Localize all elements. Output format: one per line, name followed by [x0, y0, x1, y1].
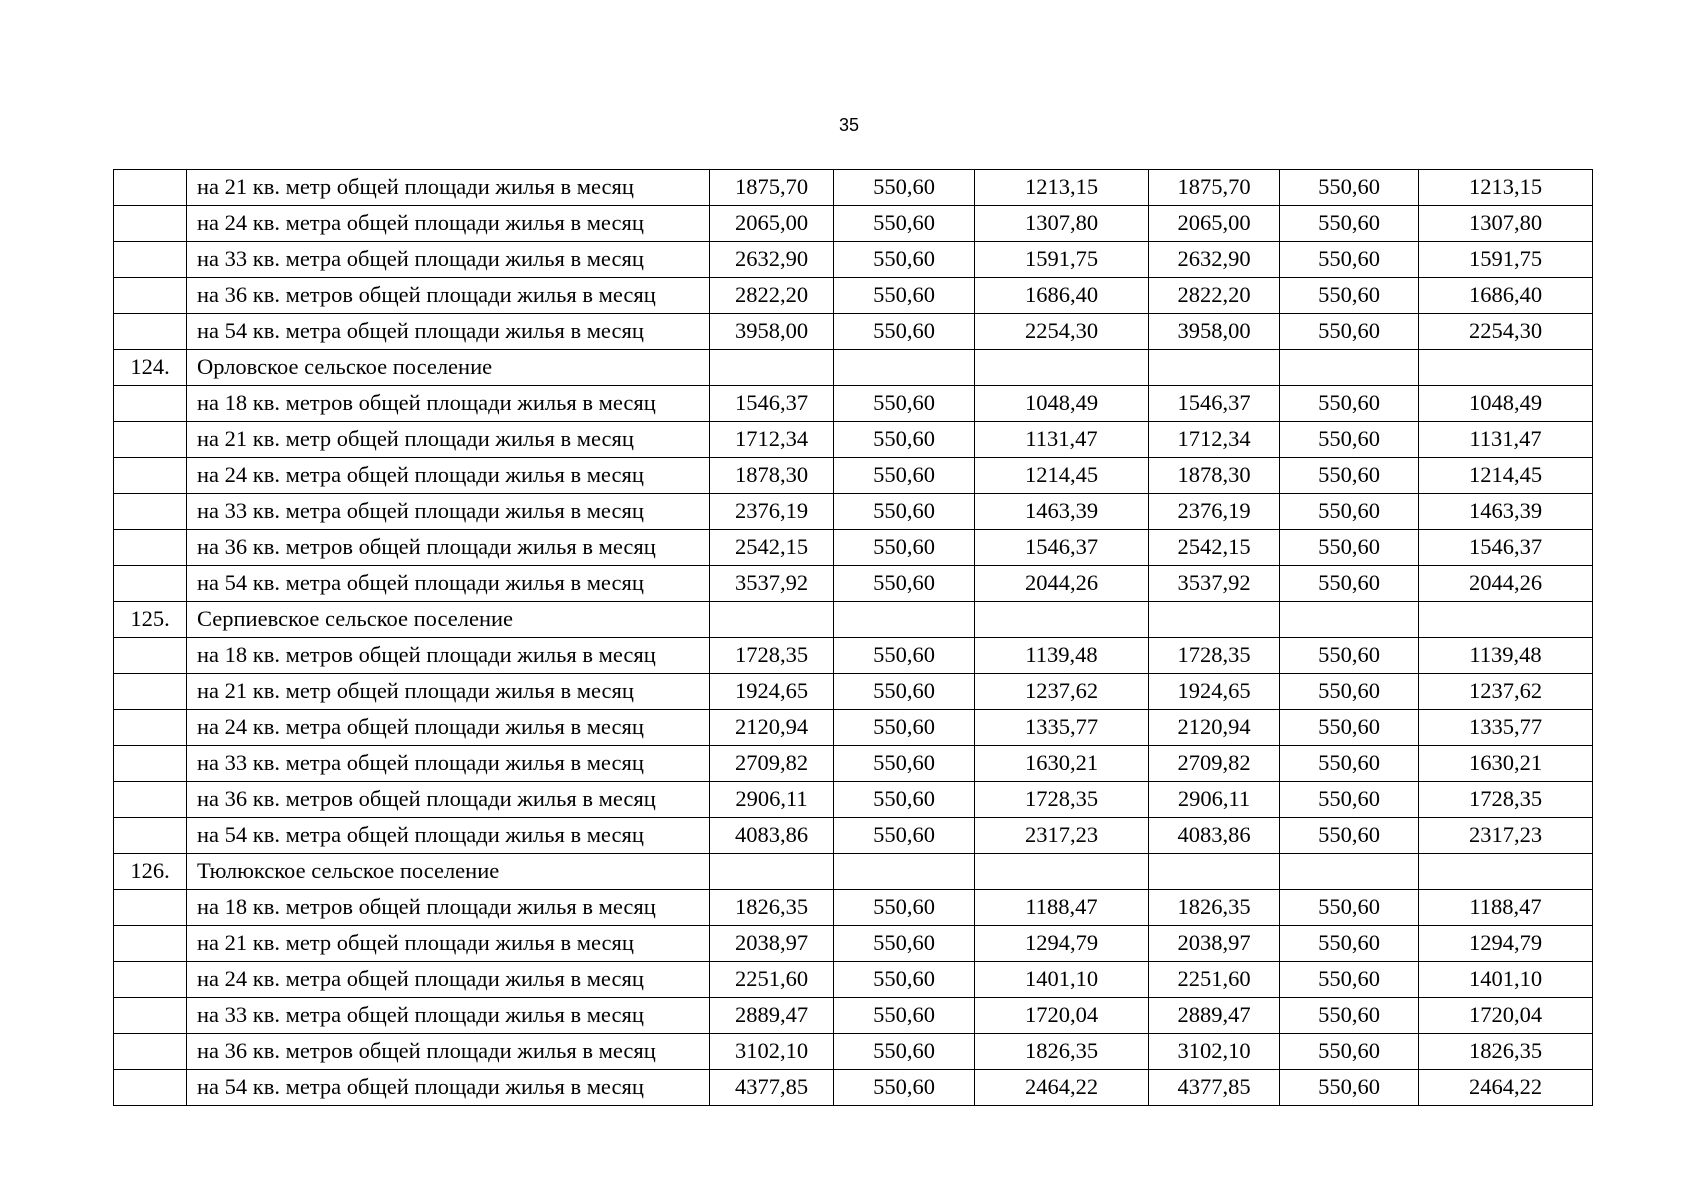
value-cell: 2251,60 — [1149, 962, 1280, 998]
value-cell: 2542,15 — [710, 530, 834, 566]
value-cell: 1546,37 — [1419, 530, 1593, 566]
value-cell: 3537,92 — [710, 566, 834, 602]
value-cell: 550,60 — [1280, 746, 1419, 782]
row-number — [114, 422, 187, 458]
table-row — [114, 242, 1593, 278]
row-label: на 54 кв. метра общей площади жилья в месяц — [187, 314, 710, 350]
value-cell: 2254,30 — [975, 314, 1149, 350]
value-cell: 1728,35 — [975, 782, 1149, 818]
row-number — [114, 782, 187, 818]
value-cell: 550,60 — [1280, 710, 1419, 746]
value-cell: 1878,30 — [1149, 458, 1280, 494]
table-row — [114, 674, 1593, 710]
value-cell: 550,60 — [834, 206, 975, 242]
value-cell: 1463,39 — [975, 494, 1149, 530]
row-number: 126. — [114, 854, 187, 890]
value-cell: 1875,70 — [710, 170, 834, 206]
value-cell: 550,60 — [1280, 782, 1419, 818]
row-label: на 36 кв. метров общей площади жилья в месяц — [187, 278, 710, 314]
value-cell: 550,60 — [1280, 278, 1419, 314]
value-cell: 1720,04 — [1419, 998, 1593, 1034]
row-label: на 21 кв. метр общей площади жилья в месяц — [187, 170, 710, 206]
value-cell — [975, 350, 1149, 386]
value-cell: 1728,35 — [1419, 782, 1593, 818]
value-cell: 2822,20 — [710, 278, 834, 314]
value-cell: 1463,39 — [1419, 494, 1593, 530]
value-cell: 2542,15 — [1149, 530, 1280, 566]
value-cell: 2709,82 — [1149, 746, 1280, 782]
value-cell: 2038,97 — [710, 926, 834, 962]
value-cell — [1149, 854, 1280, 890]
value-cell: 550,60 — [834, 638, 975, 674]
value-cell: 550,60 — [1280, 206, 1419, 242]
value-cell: 550,60 — [834, 386, 975, 422]
value-cell: 550,60 — [1280, 566, 1419, 602]
value-cell: 1630,21 — [975, 746, 1149, 782]
value-cell: 3102,10 — [710, 1034, 834, 1070]
row-number: 125. — [114, 602, 187, 638]
value-cell: 1826,35 — [1149, 890, 1280, 926]
value-cell: 550,60 — [834, 674, 975, 710]
value-cell: 2038,97 — [1149, 926, 1280, 962]
row-number — [114, 962, 187, 998]
value-cell: 2376,19 — [1149, 494, 1280, 530]
value-cell: 550,60 — [1280, 386, 1419, 422]
row-number — [114, 1034, 187, 1070]
value-cell: 2251,60 — [710, 962, 834, 998]
table-row — [114, 746, 1593, 782]
value-cell: 2254,30 — [1419, 314, 1593, 350]
value-cell: 1131,47 — [975, 422, 1149, 458]
table-row — [114, 998, 1593, 1034]
row-label: Орловское сельское поселение — [187, 350, 710, 386]
row-label: на 54 кв. метра общей площади жилья в месяц — [187, 566, 710, 602]
value-cell — [1280, 350, 1419, 386]
value-cell: 3958,00 — [710, 314, 834, 350]
value-cell: 550,60 — [1280, 926, 1419, 962]
value-cell: 550,60 — [834, 926, 975, 962]
value-cell: 1237,62 — [975, 674, 1149, 710]
value-cell: 550,60 — [1280, 638, 1419, 674]
value-cell: 550,60 — [1280, 242, 1419, 278]
row-label: на 54 кв. метра общей площади жилья в месяц — [187, 1070, 710, 1106]
value-cell: 1591,75 — [975, 242, 1149, 278]
row-label: на 24 кв. метра общей площади жилья в месяц — [187, 962, 710, 998]
value-cell: 550,60 — [1280, 890, 1419, 926]
value-cell: 1826,35 — [975, 1034, 1149, 1070]
value-cell: 1924,65 — [710, 674, 834, 710]
table-row — [114, 962, 1593, 998]
value-cell: 1720,04 — [975, 998, 1149, 1034]
value-cell: 4083,86 — [1149, 818, 1280, 854]
table-row — [114, 890, 1593, 926]
value-cell: 550,60 — [1280, 170, 1419, 206]
row-number — [114, 278, 187, 314]
table-row — [114, 854, 1593, 890]
table-row — [114, 638, 1593, 674]
value-cell: 1686,40 — [975, 278, 1149, 314]
value-cell: 1307,80 — [1419, 206, 1593, 242]
table-row — [114, 206, 1593, 242]
value-cell: 550,60 — [834, 998, 975, 1034]
value-cell: 550,60 — [834, 782, 975, 818]
table-row — [114, 314, 1593, 350]
value-cell: 1307,80 — [975, 206, 1149, 242]
value-cell: 1335,77 — [975, 710, 1149, 746]
table-row — [114, 422, 1593, 458]
value-cell: 2317,23 — [1419, 818, 1593, 854]
value-cell: 3102,10 — [1149, 1034, 1280, 1070]
value-cell: 1546,37 — [710, 386, 834, 422]
value-cell: 1188,47 — [975, 890, 1149, 926]
value-cell: 2120,94 — [1149, 710, 1280, 746]
value-cell: 550,60 — [834, 818, 975, 854]
value-cell: 1546,37 — [975, 530, 1149, 566]
value-cell — [975, 602, 1149, 638]
value-cell — [1280, 854, 1419, 890]
row-number — [114, 242, 187, 278]
value-cell: 1826,35 — [710, 890, 834, 926]
value-cell: 1591,75 — [1419, 242, 1593, 278]
row-number — [114, 530, 187, 566]
rates-table — [113, 169, 1593, 1106]
value-cell: 1237,62 — [1419, 674, 1593, 710]
table-row — [114, 926, 1593, 962]
value-cell: 1924,65 — [1149, 674, 1280, 710]
value-cell: 1213,15 — [975, 170, 1149, 206]
value-cell — [834, 854, 975, 890]
value-cell — [1419, 854, 1593, 890]
value-cell: 1188,47 — [1419, 890, 1593, 926]
value-cell: 2376,19 — [710, 494, 834, 530]
value-cell — [1419, 602, 1593, 638]
value-cell: 4377,85 — [710, 1070, 834, 1106]
value-cell: 1401,10 — [1419, 962, 1593, 998]
value-cell: 550,60 — [834, 530, 975, 566]
row-label: на 33 кв. метра общей площади жилья в месяц — [187, 242, 710, 278]
row-number — [114, 998, 187, 1034]
value-cell: 2464,22 — [975, 1070, 1149, 1106]
row-label: на 33 кв. метра общей площади жилья в месяц — [187, 746, 710, 782]
value-cell: 2044,26 — [975, 566, 1149, 602]
value-cell: 550,60 — [1280, 674, 1419, 710]
table-row — [114, 710, 1593, 746]
value-cell: 550,60 — [834, 314, 975, 350]
row-number — [114, 638, 187, 674]
row-number — [114, 566, 187, 602]
value-cell: 1630,21 — [1419, 746, 1593, 782]
value-cell: 1294,79 — [1419, 926, 1593, 962]
row-number — [114, 458, 187, 494]
value-cell: 2065,00 — [1149, 206, 1280, 242]
value-cell: 550,60 — [834, 1034, 975, 1070]
row-label: Серпиевское сельское поселение — [187, 602, 710, 638]
value-cell: 2889,47 — [710, 998, 834, 1034]
row-label: на 18 кв. метров общей площади жилья в месяц — [187, 638, 710, 674]
value-cell: 1728,35 — [1149, 638, 1280, 674]
row-number — [114, 386, 187, 422]
value-cell: 550,60 — [834, 494, 975, 530]
row-number — [114, 314, 187, 350]
value-cell — [834, 602, 975, 638]
row-number — [114, 674, 187, 710]
row-label: на 54 кв. метра общей площади жилья в месяц — [187, 818, 710, 854]
value-cell — [1419, 350, 1593, 386]
row-label: на 21 кв. метр общей площади жилья в месяц — [187, 422, 710, 458]
value-cell — [710, 350, 834, 386]
value-cell: 1213,15 — [1419, 170, 1593, 206]
value-cell: 1139,48 — [1419, 638, 1593, 674]
value-cell: 550,60 — [1280, 494, 1419, 530]
value-cell: 550,60 — [1280, 1070, 1419, 1106]
value-cell: 1048,49 — [1419, 386, 1593, 422]
row-label: на 33 кв. метра общей площади жилья в месяц — [187, 494, 710, 530]
table-row — [114, 818, 1593, 854]
value-cell: 1214,45 — [1419, 458, 1593, 494]
row-label: на 18 кв. метров общей площади жилья в месяц — [187, 890, 710, 926]
value-cell: 550,60 — [1280, 998, 1419, 1034]
row-label: на 21 кв. метр общей площади жилья в месяц — [187, 674, 710, 710]
value-cell — [710, 602, 834, 638]
value-cell: 2464,22 — [1419, 1070, 1593, 1106]
value-cell: 1335,77 — [1419, 710, 1593, 746]
row-label: на 36 кв. метров общей площади жилья в месяц — [187, 782, 710, 818]
table-row — [114, 170, 1593, 206]
value-cell: 1139,48 — [975, 638, 1149, 674]
value-cell: 550,60 — [834, 962, 975, 998]
table-row — [114, 458, 1593, 494]
table-row — [114, 566, 1593, 602]
value-cell: 550,60 — [1280, 314, 1419, 350]
value-cell: 2906,11 — [710, 782, 834, 818]
value-cell: 4083,86 — [710, 818, 834, 854]
value-cell: 2889,47 — [1149, 998, 1280, 1034]
row-number — [114, 926, 187, 962]
row-label: на 24 кв. метра общей площади жилья в месяц — [187, 206, 710, 242]
row-label: на 24 кв. метра общей площади жилья в месяц — [187, 458, 710, 494]
value-cell: 550,60 — [834, 746, 975, 782]
rates-table-body — [114, 170, 1593, 1106]
value-cell: 2632,90 — [1149, 242, 1280, 278]
table-row — [114, 278, 1593, 314]
value-cell: 2822,20 — [1149, 278, 1280, 314]
value-cell — [1280, 602, 1419, 638]
value-cell — [1149, 350, 1280, 386]
table-row — [114, 782, 1593, 818]
row-number — [114, 1070, 187, 1106]
value-cell: 1875,70 — [1149, 170, 1280, 206]
value-cell: 550,60 — [1280, 422, 1419, 458]
row-label: на 24 кв. метра общей площади жилья в месяц — [187, 710, 710, 746]
row-number — [114, 206, 187, 242]
value-cell: 550,60 — [834, 422, 975, 458]
row-label: на 33 кв. метра общей площади жилья в месяц — [187, 998, 710, 1034]
value-cell: 550,60 — [834, 242, 975, 278]
value-cell: 1131,47 — [1419, 422, 1593, 458]
value-cell: 550,60 — [834, 1070, 975, 1106]
value-cell — [710, 854, 834, 890]
table-row — [114, 530, 1593, 566]
value-cell: 1878,30 — [710, 458, 834, 494]
value-cell — [1149, 602, 1280, 638]
value-cell: 3958,00 — [1149, 314, 1280, 350]
value-cell — [834, 350, 975, 386]
value-cell: 550,60 — [834, 710, 975, 746]
table-row — [114, 350, 1593, 386]
value-cell: 1826,35 — [1419, 1034, 1593, 1070]
value-cell: 550,60 — [1280, 1034, 1419, 1070]
value-cell: 2906,11 — [1149, 782, 1280, 818]
value-cell: 1048,49 — [975, 386, 1149, 422]
value-cell: 2120,94 — [710, 710, 834, 746]
row-label: Тюлюкское сельское поселение — [187, 854, 710, 890]
value-cell: 1401,10 — [975, 962, 1149, 998]
row-number — [114, 710, 187, 746]
value-cell: 550,60 — [834, 170, 975, 206]
value-cell: 1294,79 — [975, 926, 1149, 962]
value-cell — [975, 854, 1149, 890]
value-cell: 1712,34 — [1149, 422, 1280, 458]
value-cell: 1546,37 — [1149, 386, 1280, 422]
row-label: на 18 кв. метров общей площади жилья в месяц — [187, 386, 710, 422]
page-number: 35 — [838, 115, 860, 135]
value-cell: 1214,45 — [975, 458, 1149, 494]
row-label: на 36 кв. метров общей площади жилья в месяц — [187, 530, 710, 566]
row-number: 124. — [114, 350, 187, 386]
value-cell: 550,60 — [834, 566, 975, 602]
value-cell: 550,60 — [1280, 818, 1419, 854]
row-number — [114, 890, 187, 926]
value-cell: 1728,35 — [710, 638, 834, 674]
value-cell: 1712,34 — [710, 422, 834, 458]
value-cell: 2044,26 — [1419, 566, 1593, 602]
value-cell: 2065,00 — [710, 206, 834, 242]
value-cell: 550,60 — [834, 458, 975, 494]
value-cell: 2632,90 — [710, 242, 834, 278]
row-label: на 21 кв. метр общей площади жилья в месяц — [187, 926, 710, 962]
table-row — [114, 602, 1593, 638]
table-row — [114, 1034, 1593, 1070]
row-number — [114, 746, 187, 782]
row-number — [114, 818, 187, 854]
value-cell: 550,60 — [834, 278, 975, 314]
row-number — [114, 494, 187, 530]
value-cell: 550,60 — [1280, 458, 1419, 494]
table-row — [114, 386, 1593, 422]
table-row — [114, 494, 1593, 530]
row-number — [114, 170, 187, 206]
row-label: на 36 кв. метров общей площади жилья в месяц — [187, 1034, 710, 1070]
value-cell: 2317,23 — [975, 818, 1149, 854]
value-cell: 550,60 — [1280, 962, 1419, 998]
value-cell: 4377,85 — [1149, 1070, 1280, 1106]
value-cell: 3537,92 — [1149, 566, 1280, 602]
value-cell: 2709,82 — [710, 746, 834, 782]
table-row — [114, 1070, 1593, 1106]
value-cell: 550,60 — [1280, 530, 1419, 566]
value-cell: 550,60 — [834, 890, 975, 926]
value-cell: 1686,40 — [1419, 278, 1593, 314]
